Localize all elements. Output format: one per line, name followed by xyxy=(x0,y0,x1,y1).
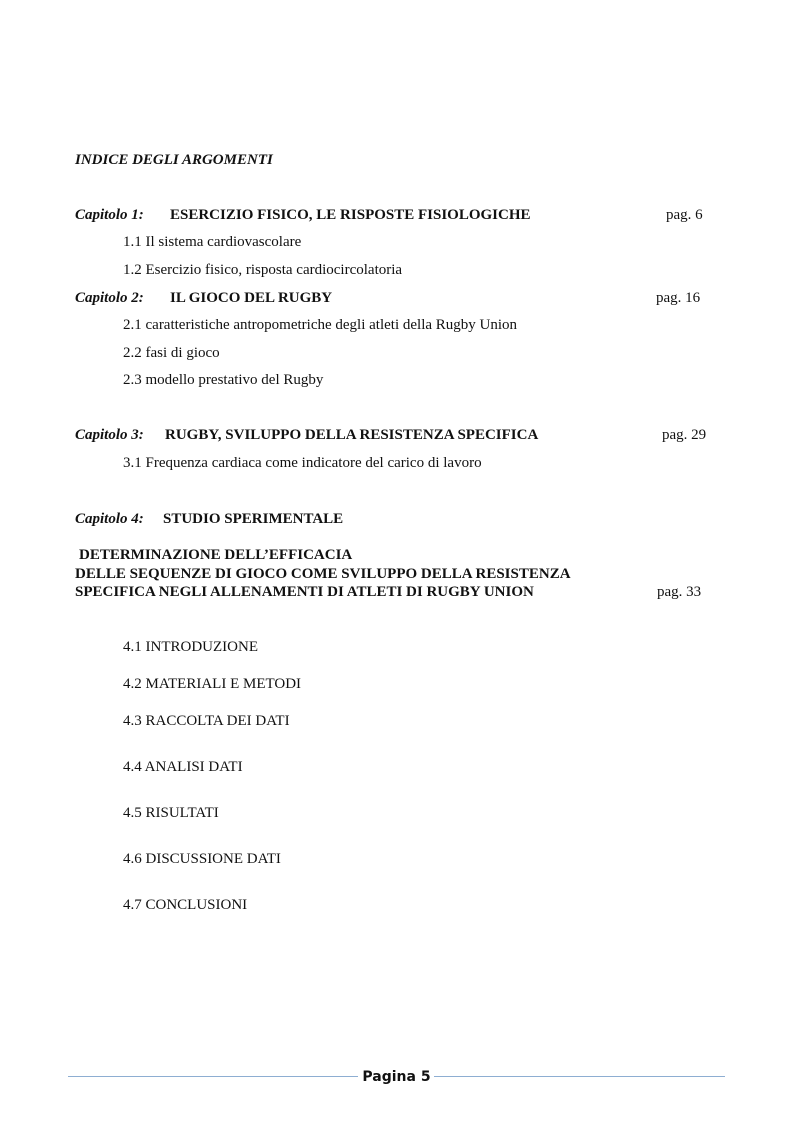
footer-rule-right xyxy=(434,1076,725,1077)
section-2-3: 2.3 modello prestativo del Rugby xyxy=(123,372,324,388)
chapter-1-title: ESERCIZIO FISICO, LE RISPOSTE FISIOLOGICHE xyxy=(170,207,531,223)
index-heading: INDICE DEGLI ARGOMENTI xyxy=(75,152,273,168)
chapter-2-title: IL GIOCO DEL RUGBY xyxy=(170,290,333,306)
chapter-4-label: Capitolo 4: xyxy=(75,511,144,527)
section-1-2: 1.2 Esercizio fisico, risposta cardiocircolatoria xyxy=(123,262,403,278)
section-2-2: 2.2 fasi di gioco xyxy=(123,345,220,361)
chapter-3-page: pag. 29 xyxy=(662,427,707,443)
section-4-3: 4.3 RACCOLTA DEI DATI xyxy=(123,713,290,729)
chapter-4-title: STUDIO SPERIMENTALE xyxy=(163,511,344,527)
chapter-2-page: pag. 16 xyxy=(656,290,701,306)
chapter-1-label: Capitolo 1: xyxy=(75,207,144,223)
footer-page-number: Pagina 5 xyxy=(362,1069,431,1085)
section-4-2: 4.2 MATERIALI E METODI xyxy=(123,676,302,692)
section-4-7: 4.7 CONCLUSIONI xyxy=(123,897,248,913)
chapter-1-page: pag. 6 xyxy=(666,207,703,223)
chapter-2-label: Capitolo 2: xyxy=(75,290,144,306)
chapter-3-title: RUGBY, SVILUPPO DELLA RESISTENZA SPECIFICA xyxy=(165,427,539,443)
section-2-1: 2.1 caratteristiche antropometriche degli atleti della Rugby Union xyxy=(123,317,518,333)
section-1-1: 1.1 Il sistema cardiovascolare xyxy=(123,234,302,250)
section-4-6: 4.6 DISCUSSIONE DATI xyxy=(123,851,281,867)
section-4-4: 4.4 ANALISI DATI xyxy=(123,759,243,775)
chapter-4-subtitle-line-3: SPECIFICA NEGLI ALLENAMENTI DI ATLETI DI RUGBY UNION xyxy=(75,584,534,600)
section-4-5: 4.5 RISULTATI xyxy=(123,805,219,821)
chapter-4-subtitle-line-1: DETERMINAZIONE DELL’EFFICACIA xyxy=(79,547,353,563)
section-3-1: 3.1 Frequenza cardiaca come indicatore del carico di lavoro xyxy=(123,455,482,471)
chapter-3-label: Capitolo 3: xyxy=(75,427,144,443)
chapter-4-page: pag. 33 xyxy=(657,584,702,600)
footer-rule-left xyxy=(68,1076,358,1077)
chapter-4-subtitle-line-2: DELLE SEQUENZE DI GIOCO COME SVILUPPO DELLA RESISTENZA xyxy=(75,566,571,582)
section-4-1: 4.1 INTRODUZIONE xyxy=(123,639,258,655)
